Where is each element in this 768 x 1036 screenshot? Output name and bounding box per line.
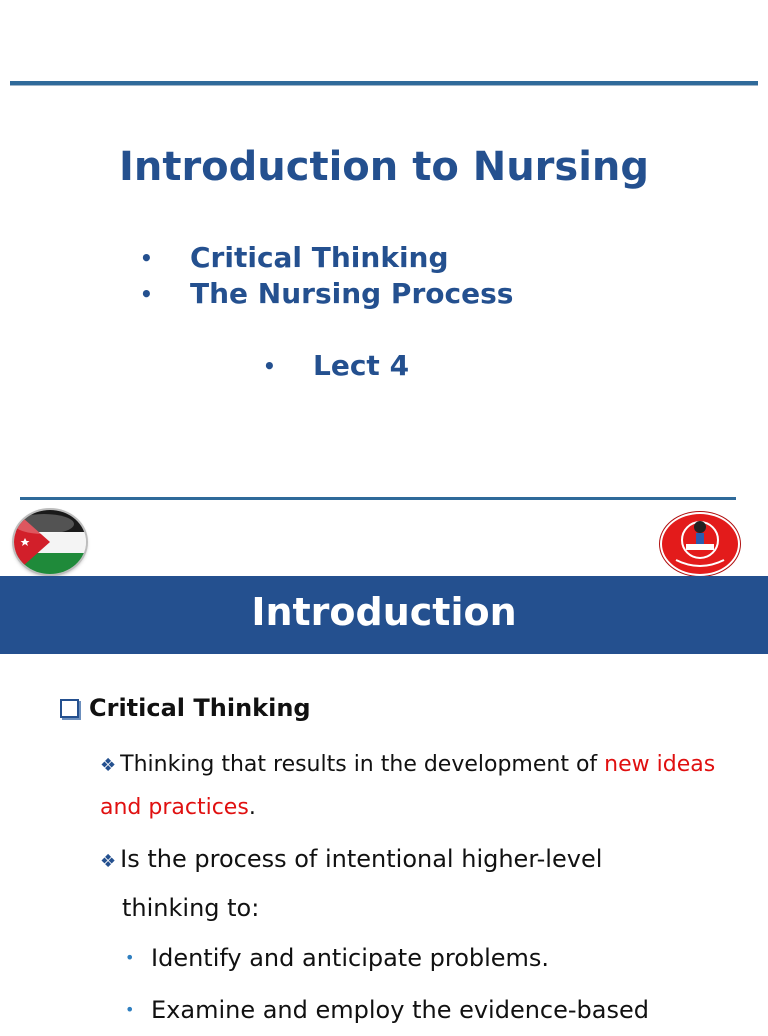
bullet-glyph: • — [125, 1000, 135, 1019]
subtopic-label: The Nursing Process — [190, 277, 514, 310]
diamond-bullet-icon: ❖ — [100, 851, 117, 872]
point-2-line-1: Is the process of intentional higher-level — [120, 845, 603, 873]
bottom-divider — [20, 497, 736, 500]
point-1-highlight: new ideas and practices — [100, 752, 716, 820]
point-1-suffix: . — [248, 795, 256, 820]
subtopic-list — [140, 240, 513, 312]
subpoint-text: Examine and employ the evidence-based — [151, 996, 649, 1024]
diamond-bullet-icon: ❖ — [100, 755, 117, 776]
point-1 — [100, 744, 720, 829]
subtopic-item — [140, 240, 513, 276]
bullet-glyph: • — [140, 282, 153, 306]
list-item — [125, 984, 649, 1036]
subtopic-item — [140, 276, 513, 312]
subpoint-list — [125, 932, 649, 1036]
lecture-list — [263, 348, 409, 384]
section-heading — [60, 694, 311, 722]
section-heading-text: Critical Thinking — [89, 694, 311, 722]
point-2 — [100, 836, 720, 931]
jordan-flag-icon — [14, 510, 86, 574]
subtopic-label: Critical Thinking — [190, 241, 449, 274]
top-divider — [10, 81, 758, 86]
bullet-glyph: • — [125, 948, 135, 967]
point-2-line-2: thinking to: — [122, 894, 260, 922]
checkbox-square-icon — [60, 699, 79, 718]
list-item — [125, 932, 649, 984]
point-1-prefix: Thinking that results in the development of — [120, 752, 605, 777]
subpoint-text: Identify and anticipate problems. — [151, 944, 550, 972]
university-seal-icon — [660, 512, 740, 576]
slide-title: Introduction to Nursing — [118, 144, 650, 190]
bullet-glyph: • — [140, 246, 153, 270]
lecture-label: Lect 4 — [313, 349, 410, 382]
lecture-item — [263, 348, 409, 384]
banner-title: Introduction — [251, 590, 517, 634]
bullet-glyph: • — [263, 354, 276, 378]
